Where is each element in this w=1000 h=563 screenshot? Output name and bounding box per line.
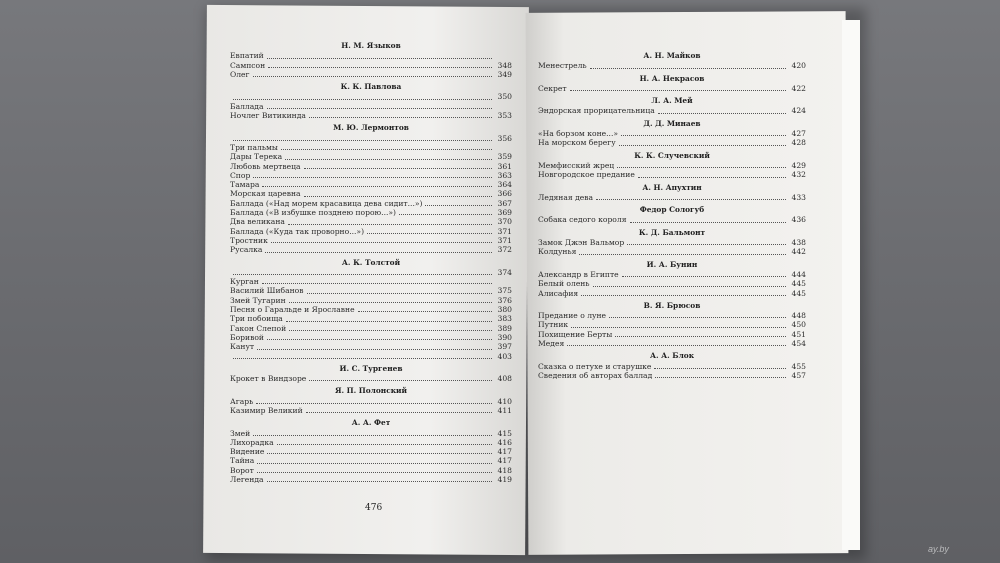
dot-leader bbox=[630, 222, 787, 223]
dot-leader bbox=[267, 108, 493, 109]
dot-leader bbox=[253, 76, 492, 77]
entry-title: Сказка о петухе и старушке bbox=[538, 361, 652, 371]
entry-page-number: 448 bbox=[791, 311, 806, 321]
toc-entry bbox=[538, 215, 806, 224]
toc-entry bbox=[230, 456, 512, 465]
toc-section bbox=[538, 228, 806, 257]
toc-section bbox=[538, 183, 806, 203]
toc-entry bbox=[230, 208, 512, 217]
entry-page-number: 353 bbox=[497, 111, 512, 121]
entry-title: Сведения об авторах баллад bbox=[538, 370, 653, 380]
toc-section bbox=[538, 205, 806, 225]
entry-title: Александр в Египте bbox=[538, 269, 619, 279]
toc-entry bbox=[230, 70, 512, 79]
dot-leader bbox=[367, 233, 492, 234]
entry-page-number: 450 bbox=[791, 320, 806, 330]
dot-leader bbox=[655, 377, 786, 378]
entry-title: Собака седого короля bbox=[538, 215, 627, 225]
author-heading: К. К. Случевский bbox=[634, 150, 710, 160]
toc-entry bbox=[538, 106, 806, 115]
dot-leader bbox=[399, 214, 492, 215]
entry-title: Секрет bbox=[538, 83, 567, 93]
entry-page-number: 445 bbox=[791, 288, 806, 298]
dot-leader bbox=[267, 339, 492, 340]
author-heading: К. К. Павлова bbox=[340, 82, 402, 92]
dot-leader bbox=[289, 302, 492, 303]
entry-title: Олег bbox=[230, 69, 250, 79]
dot-leader bbox=[425, 205, 492, 206]
toc-section bbox=[538, 351, 806, 380]
toc-entry bbox=[230, 199, 512, 208]
toc-entry bbox=[230, 102, 512, 111]
dot-leader bbox=[638, 177, 786, 178]
toc-entry bbox=[230, 296, 512, 305]
entry-title: Ледяная дева bbox=[538, 192, 594, 202]
entry-page-number: 367 bbox=[497, 198, 512, 208]
toc-entry bbox=[538, 279, 806, 288]
toc-entry bbox=[538, 339, 806, 348]
entry-title: Евпатий bbox=[230, 51, 264, 61]
author-heading: И. С. Тургенев bbox=[339, 363, 403, 373]
dot-leader bbox=[277, 444, 492, 445]
entry-page-number: 424 bbox=[791, 106, 806, 116]
entry-title: Алисафия bbox=[538, 288, 579, 298]
dot-leader bbox=[267, 58, 492, 59]
page-number: 476 bbox=[365, 503, 383, 513]
dot-leader bbox=[621, 135, 786, 136]
entry-page-number: 436 bbox=[791, 215, 806, 225]
toc-entry bbox=[538, 289, 806, 298]
entry-page-number: 380 bbox=[497, 305, 512, 315]
entry-title: Баллада («Куда так проворно...») bbox=[230, 226, 365, 236]
entry-page-number: 375 bbox=[497, 286, 512, 296]
dot-leader bbox=[615, 336, 786, 337]
entry-page-number: 445 bbox=[791, 279, 806, 289]
dot-leader bbox=[271, 242, 492, 243]
entry-page-number: 350 bbox=[497, 92, 512, 102]
toc-entry bbox=[538, 170, 806, 179]
dot-leader bbox=[617, 167, 786, 168]
entry-title: Лихорадка bbox=[230, 437, 274, 447]
entry-title: Русалка bbox=[230, 245, 263, 255]
dot-leader bbox=[306, 412, 492, 413]
entry-page-number: 416 bbox=[497, 437, 512, 447]
entry-title: Путник bbox=[538, 320, 569, 330]
entry-title: Боривой bbox=[230, 332, 264, 342]
toc-entry bbox=[230, 245, 512, 254]
entry-page-number: 389 bbox=[497, 323, 512, 333]
entry-page-number: 408 bbox=[497, 374, 512, 384]
entry-page-number: 376 bbox=[497, 295, 512, 305]
toc-section bbox=[538, 151, 806, 180]
dot-leader bbox=[257, 463, 492, 464]
toc-entry bbox=[230, 342, 512, 351]
entry-title: Казимир Великий bbox=[230, 405, 303, 415]
entry-title: Похищение Берты bbox=[538, 329, 613, 339]
right-toc-column bbox=[538, 48, 806, 380]
toc-entry bbox=[230, 352, 512, 361]
entry-page-number: 390 bbox=[497, 332, 512, 342]
entry-title: Канут bbox=[230, 342, 255, 352]
entry-page-number: 415 bbox=[497, 428, 512, 438]
toc-entry bbox=[538, 362, 806, 371]
entry-page-number: 442 bbox=[791, 247, 806, 257]
dot-leader bbox=[253, 435, 492, 436]
toc-entry bbox=[538, 193, 806, 202]
entry-title: Сампсон bbox=[230, 60, 266, 70]
entry-page-number: 429 bbox=[791, 160, 806, 170]
dot-leader bbox=[567, 345, 786, 346]
dot-leader bbox=[289, 330, 492, 331]
entry-page-number: 348 bbox=[497, 60, 512, 70]
dot-leader bbox=[267, 453, 492, 454]
entry-page-number: 374 bbox=[497, 267, 512, 277]
entry-page-number: 363 bbox=[497, 170, 512, 180]
toc-entry bbox=[230, 217, 512, 226]
entry-title: Змей bbox=[230, 428, 251, 438]
toc-entry bbox=[230, 268, 512, 277]
entry-title: Курган bbox=[230, 277, 259, 287]
dot-leader bbox=[233, 99, 492, 100]
author-heading: А. А. Блок bbox=[649, 351, 695, 361]
toc-section bbox=[230, 123, 512, 254]
entry-page-number: 444 bbox=[791, 269, 806, 279]
entry-title: Три пальмы bbox=[230, 142, 278, 152]
entry-page-number: 371 bbox=[497, 235, 512, 245]
toc-entry bbox=[230, 152, 512, 161]
entry-page-number: 403 bbox=[497, 351, 512, 361]
author-heading: А. Н. Апухтин bbox=[642, 182, 702, 192]
dot-leader bbox=[286, 321, 492, 322]
entry-page-number: 427 bbox=[791, 129, 806, 139]
dot-leader bbox=[571, 327, 786, 328]
dot-leader bbox=[579, 254, 786, 255]
dot-leader bbox=[590, 68, 786, 69]
entry-title: Тайна bbox=[230, 456, 255, 466]
dot-leader bbox=[304, 168, 492, 169]
toc-entry bbox=[230, 51, 512, 60]
toc-entry bbox=[538, 320, 806, 329]
author-heading: Л. А. Мей bbox=[651, 96, 693, 106]
entry-title: Мемфисский жрец bbox=[538, 160, 615, 170]
dot-leader bbox=[262, 283, 492, 284]
toc-section bbox=[538, 96, 806, 116]
author-heading: Н. А. Некрасов bbox=[639, 73, 705, 83]
toc-entry bbox=[230, 466, 512, 475]
entry-title: Морская царевна bbox=[230, 189, 301, 199]
toc-entry bbox=[538, 371, 806, 380]
toc-entry bbox=[230, 286, 512, 295]
entry-page-number: 433 bbox=[791, 192, 806, 202]
entry-title: Змей Тугарин bbox=[230, 295, 286, 305]
entry-page-number: 451 bbox=[791, 329, 806, 339]
dot-leader bbox=[265, 252, 492, 253]
toc-entry bbox=[230, 277, 512, 286]
author-heading: А. К. Толстой bbox=[341, 257, 401, 267]
toc-section bbox=[538, 74, 806, 94]
toc-entry bbox=[538, 161, 806, 170]
toc-entry bbox=[230, 429, 512, 438]
toc-entry bbox=[230, 314, 512, 323]
entry-page-number: 356 bbox=[497, 133, 512, 143]
entry-page-number: 359 bbox=[497, 152, 512, 162]
dot-leader bbox=[233, 140, 492, 141]
entry-page-number: 417 bbox=[497, 447, 512, 457]
entry-title: На морском берегу bbox=[538, 138, 616, 148]
toc-entry bbox=[538, 270, 806, 279]
toc-entry bbox=[230, 406, 512, 415]
left-toc-column bbox=[230, 38, 512, 484]
entry-title: Баллада («Над морем красавица дева сидит...») bbox=[230, 198, 423, 208]
entry-title: «На борзом коне...» bbox=[538, 129, 619, 139]
dot-leader bbox=[309, 117, 492, 118]
entry-title: Три побоища bbox=[230, 314, 283, 324]
toc-entry bbox=[538, 129, 806, 138]
entry-title: Медея bbox=[538, 339, 565, 349]
toc-entry bbox=[230, 227, 512, 236]
dot-leader bbox=[309, 380, 492, 381]
toc-section bbox=[230, 418, 512, 484]
entry-page-number: 454 bbox=[791, 339, 806, 349]
dot-leader bbox=[304, 196, 492, 197]
toc-entry bbox=[230, 236, 512, 245]
toc-section bbox=[230, 82, 512, 120]
entry-title: Баллада («В избушке позднею порою...») bbox=[230, 208, 397, 218]
toc-section bbox=[230, 364, 512, 384]
toc-entry bbox=[538, 330, 806, 339]
entry-page-number: 438 bbox=[791, 238, 806, 248]
dot-leader bbox=[262, 186, 492, 187]
entry-page-number: 349 bbox=[497, 69, 512, 79]
dot-leader bbox=[627, 244, 786, 245]
dot-leader bbox=[570, 90, 786, 91]
dot-leader bbox=[285, 159, 492, 160]
dot-leader bbox=[581, 295, 786, 296]
toc-entry bbox=[230, 180, 512, 189]
entry-page-number: 411 bbox=[497, 405, 512, 415]
entry-title: Дары Терека bbox=[230, 152, 283, 162]
dot-leader bbox=[654, 368, 786, 369]
toc-section bbox=[538, 301, 806, 348]
toc-section bbox=[230, 41, 512, 79]
dot-leader bbox=[268, 67, 492, 68]
toc-section bbox=[538, 260, 806, 298]
entry-title: Тростник bbox=[230, 235, 268, 245]
dot-leader bbox=[253, 177, 492, 178]
entry-title: Легенда bbox=[230, 475, 264, 485]
watermark: ay.by bbox=[928, 544, 949, 554]
entry-title: Песня о Гаральде и Ярославне bbox=[230, 305, 355, 315]
dot-leader bbox=[288, 224, 492, 225]
toc-entry bbox=[230, 171, 512, 180]
author-heading: А. А. Фет bbox=[351, 418, 391, 428]
author-heading: Федор Сологуб bbox=[639, 205, 705, 215]
entry-title: Белый олень bbox=[538, 279, 590, 289]
toc-section bbox=[538, 51, 806, 71]
entry-page-number: 397 bbox=[497, 342, 512, 352]
dot-leader bbox=[622, 276, 786, 277]
toc-entry bbox=[538, 84, 806, 93]
entry-title: Новгородское предание bbox=[538, 170, 635, 180]
entry-title: Спор bbox=[230, 170, 251, 180]
toc-entry bbox=[230, 162, 512, 171]
toc-entry bbox=[538, 247, 806, 256]
entry-page-number: 366 bbox=[497, 189, 512, 199]
author-heading: А. Н. Майков bbox=[643, 51, 701, 60]
entry-page-number: 422 bbox=[791, 83, 806, 93]
entry-title: Эндорская прорицательница bbox=[538, 106, 655, 116]
entry-page-number: 372 bbox=[497, 245, 512, 255]
toc-entry bbox=[230, 324, 512, 333]
dot-leader bbox=[233, 274, 492, 275]
dot-leader bbox=[609, 317, 786, 318]
dot-leader bbox=[281, 149, 492, 150]
author-heading: Н. М. Языков bbox=[341, 41, 401, 50]
entry-title: Баллада bbox=[230, 101, 264, 111]
dot-leader bbox=[257, 349, 492, 350]
toc-entry bbox=[230, 92, 512, 101]
author-heading: В. Я. Брюсов bbox=[643, 300, 701, 310]
entry-title: Гакон Слепой bbox=[230, 323, 287, 333]
entry-title: Предание о луне bbox=[538, 311, 607, 321]
toc-entry bbox=[230, 111, 512, 120]
entry-page-number: 455 bbox=[791, 361, 806, 371]
author-heading: И. А. Бунин bbox=[646, 259, 698, 269]
author-heading: Д. Д. Минаев bbox=[643, 118, 701, 128]
dot-leader bbox=[307, 293, 492, 294]
toc-entry bbox=[538, 138, 806, 147]
page-stack-edge bbox=[842, 20, 860, 550]
entry-page-number: 361 bbox=[497, 161, 512, 171]
dot-leader bbox=[257, 472, 492, 473]
dot-leader bbox=[658, 113, 786, 114]
entry-title: Ворот bbox=[230, 465, 254, 475]
toc-entry bbox=[230, 475, 512, 484]
toc-entry bbox=[538, 311, 806, 320]
toc-entry bbox=[230, 134, 512, 143]
toc-entry bbox=[230, 374, 512, 383]
dot-leader bbox=[596, 199, 786, 200]
entry-title: Замок Джэн Вальмор bbox=[538, 238, 625, 248]
entry-title: Любовь мертвеца bbox=[230, 161, 301, 171]
entry-title: Тамара bbox=[230, 180, 260, 190]
entry-page-number: 364 bbox=[497, 180, 512, 190]
entry-page-number: 457 bbox=[791, 370, 806, 380]
toc-entry bbox=[230, 333, 512, 342]
entry-page-number: 419 bbox=[497, 475, 512, 485]
toc-entry bbox=[538, 238, 806, 247]
entry-title: Видение bbox=[230, 447, 265, 457]
toc-entry bbox=[538, 61, 806, 70]
entry-title: Ночлег Витикинда bbox=[230, 111, 306, 121]
dot-leader bbox=[256, 403, 492, 404]
entry-page-number: 432 bbox=[791, 170, 806, 180]
entry-page-number: 417 bbox=[497, 456, 512, 466]
entry-title: Агарь bbox=[230, 396, 254, 406]
entry-page-number: 369 bbox=[497, 208, 512, 218]
entry-page-number: 370 bbox=[497, 217, 512, 227]
entry-title: Колдунья bbox=[538, 247, 577, 257]
dot-leader bbox=[619, 145, 786, 146]
author-heading: К. Д. Бальмонт bbox=[638, 227, 706, 237]
entry-page-number: 420 bbox=[791, 61, 806, 71]
toc-section bbox=[538, 119, 806, 148]
dot-leader bbox=[358, 311, 492, 312]
toc-entry bbox=[230, 143, 512, 152]
entry-page-number: 410 bbox=[497, 396, 512, 406]
dot-leader bbox=[593, 286, 786, 287]
toc-entry bbox=[230, 189, 512, 198]
author-heading: М. Ю. Лермонтов bbox=[333, 123, 409, 133]
entry-page-number: 383 bbox=[497, 314, 512, 324]
entry-page-number: 428 bbox=[791, 138, 806, 148]
entry-title: Василий Шибанов bbox=[230, 286, 304, 296]
toc-entry bbox=[230, 447, 512, 456]
entry-title: Менестрель bbox=[538, 61, 587, 71]
toc-section bbox=[230, 386, 512, 415]
toc-entry bbox=[230, 397, 512, 406]
toc-entry bbox=[230, 305, 512, 314]
dot-leader bbox=[267, 481, 492, 482]
entry-title: Два великана bbox=[230, 217, 285, 227]
entry-page-number: 418 bbox=[497, 465, 512, 475]
entry-title: Крокет в Виндзоре bbox=[230, 374, 307, 384]
toc-entry bbox=[230, 61, 512, 70]
toc-entry bbox=[230, 438, 512, 447]
toc-section bbox=[230, 258, 512, 361]
entry-page-number: 371 bbox=[497, 226, 512, 236]
author-heading: Я. П. Полонский bbox=[334, 386, 408, 396]
dot-leader bbox=[233, 358, 492, 359]
